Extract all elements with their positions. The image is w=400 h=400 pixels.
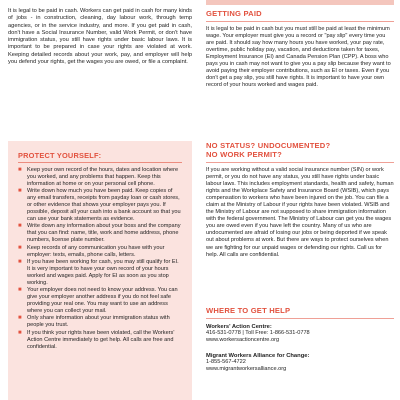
no-status-title: NO STATUS? UNDOCUMENTED? NO WORK PERMIT? (206, 141, 331, 159)
contact-migrant-workers-alliance (206, 353, 394, 373)
bullet-icon: ■ (18, 287, 22, 294)
where-to-get-help-section (206, 306, 394, 373)
help-divider (206, 318, 394, 319)
contact-phone: 1-855-567-4722 (206, 359, 246, 365)
contact-name: Migrant Workers Alliance for Change: (206, 353, 310, 359)
protect-item: ■ Write down any information about your boss and the company that you can find: name, title, work and home address, phone numbers, license plate number. (18, 223, 181, 244)
no-status-section (206, 141, 394, 259)
no-status-body: If you are working without a valid social insurance number (SIN) or work permit, or you do not have any status, you still have rights under basic labour laws. This includes employment standards, health and safety, human rights and the Workplace Safety and Insurance Board (WSIB), which pays compensation to workers who have been injured on the job. You can file a claim at the Ministry of Labour if your rights have been violated. WSIB and the Ministry of Labour are not supposed to share immigration information with the federal government. The Ministry of Labour can get you the wages you are owed even if you have left the country. Many of us who are undocumented are afraid of losing our jobs or being deported if we speak out about problems at work. But there are ways to protect ourselves when we are fighting for our unpaid wages or defending our rights. Call us for help. All calls are confidential. (206, 167, 394, 258)
protect-item: ■ If you think your rights have been violated, call the Workers' Action Centre immediately to get help. All calls are free and confidential. (18, 329, 175, 350)
protect-item: ■ Only share information about your immigration status with people you trust. (18, 315, 170, 329)
bullet-icon: ■ (18, 258, 22, 265)
contact-phone: 416-531-0778 | Toll Free: 1-866-531-0778 (206, 330, 310, 336)
protect-yourself-title: PROTECT YOURSELF: (18, 151, 102, 160)
bullet-icon: ■ (18, 244, 22, 251)
bullet-icon: ■ (18, 167, 22, 173)
intro-paragraph: It is legal to be paid in cash. Workers can get paid in cash for many kinds of jobs - in construction, cleaning, day labour work, through temp agencies, or in the service industry, and more. If you get paid in cash, don't have a Social Insurance Number, valid Work Permit, or don't have immigration status, you still have rights under basic labour laws. It is important to be prepared in case your rights are violated at work. Keeping detailed records about your work, pay, and employer will help you defend your rights, get the wages you are owed, or file a complaint. (8, 8, 192, 66)
where-to-get-help-title: WHERE TO GET HELP (206, 306, 291, 315)
protect-item: ■ Keep your own record of the hours, dates and location where you worked, and any problems that happen. Keep this information at home or on your personal cell phone. (18, 167, 179, 187)
bullet-icon: ■ (18, 315, 22, 322)
protect-item: ■ If you have been working for cash, you may still qualify for EI. It is very important to have your own record of your hours worked and wages paid. Apply for EI as soon as you stop working. (18, 258, 179, 286)
protect-item: ■ Keep records of any communication you have with your employer: texts, emails, phone calls, letters. (18, 244, 165, 258)
contact-name: Workers' Action Centre: (206, 324, 272, 330)
contact-website-link[interactable]: www.workersactioncentre.org (206, 337, 280, 343)
getting-paid-divider (206, 21, 394, 22)
left-column (8, 8, 192, 66)
protect-list (18, 167, 182, 351)
contact-workers-action-centre (206, 324, 394, 344)
bullet-icon: ■ (18, 329, 22, 336)
bullet-icon: ■ (18, 223, 22, 230)
getting-paid-title: GETTING PAID (206, 9, 262, 18)
protect-item: ■ Write down how much you have been paid. Keep copies of any email transfers, receipts from payday loan or cash stores, or other evidence that shows your employer pays you. If possible, deposit all your cash into a bank account so that you can use your bank statements as evidence. (18, 188, 181, 223)
protect-yourself-box (8, 141, 192, 400)
getting-paid-body: It is legal to be paid in cash but you must still be paid at least the minimum wage. Your employer must give you a record or "pay slip" every time you are paid. It should say how many hours you have worked, your pay rate, overtime, public holiday pay, vacation, and deductions taken for taxes, Employment Insurance (EI) and Canada Pension Plan (CPP). A boss who pays you in cash may not want to give you a pay slip because they want to avoid paying their employer contributions, such as EI or taxes. Even if you don't get a pay slip, you still have rights. It is important to have your own record of your hours worked and wages paid. (206, 26, 391, 89)
bullet-icon: ■ (18, 188, 22, 195)
top-color-band (206, 0, 394, 5)
no-status-divider (206, 162, 394, 163)
protect-divider (18, 162, 182, 163)
protect-item: ■ Your employer does not need to know your address. You can give your employer another address if you do not feel safe providing your real one. You may want to use an address where you can collect your mail. (18, 287, 178, 315)
getting-paid-section (206, 9, 394, 89)
contact-website-link[interactable]: www.migrantworkersalliance.org (206, 366, 287, 372)
